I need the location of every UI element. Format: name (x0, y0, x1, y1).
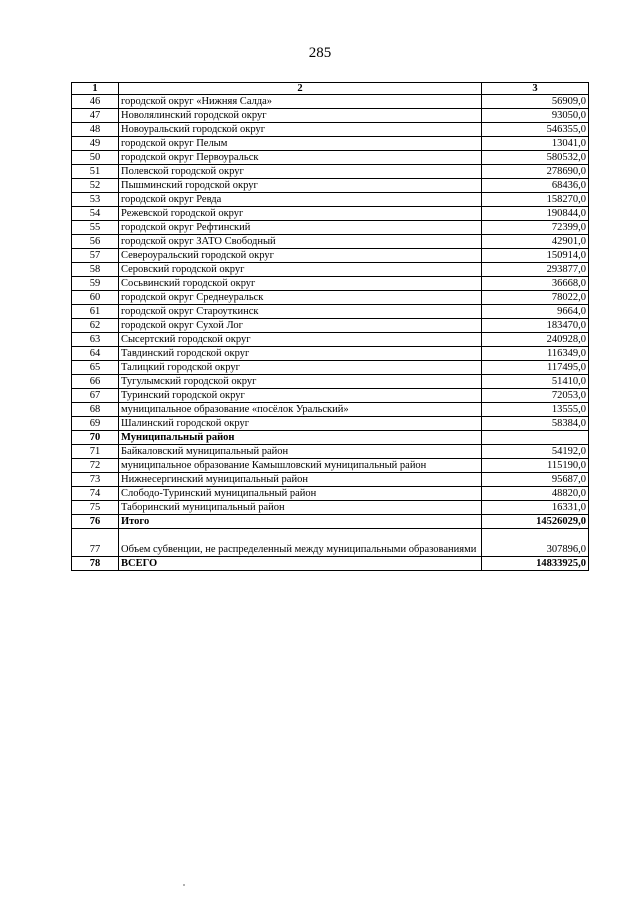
subsidy-table (71, 82, 589, 571)
table-row (72, 123, 589, 137)
table-row (72, 109, 589, 123)
row-number: 60 (72, 291, 119, 305)
row-name: муниципальное образование Камышловский муниципальный район (119, 459, 482, 473)
row-name: городской округ «Нижняя Салда» (119, 95, 482, 109)
row-value: 117495,0 (482, 361, 589, 375)
row-name: Туринский городской округ (119, 389, 482, 403)
row-name: Объем субвенции, не распределенный между муниципальными образованиями (119, 529, 482, 557)
row-name: Шалинский городской округ (119, 417, 482, 431)
row-name: Слободо-Туринский муниципальный район (119, 487, 482, 501)
row-name: городской округ ЗАТО Свободный (119, 235, 482, 249)
row-number: 63 (72, 333, 119, 347)
table-header (72, 83, 589, 95)
row-number: 54 (72, 207, 119, 221)
row-number: 65 (72, 361, 119, 375)
row-value: 54192,0 (482, 445, 589, 459)
row-number: 56 (72, 235, 119, 249)
table-row (72, 403, 589, 417)
table-row (72, 417, 589, 431)
row-number: 66 (72, 375, 119, 389)
table-row (72, 207, 589, 221)
row-value: 240928,0 (482, 333, 589, 347)
table-row (72, 431, 589, 445)
row-name: Муниципальный район (119, 431, 482, 445)
row-name: Сосьвинский городской округ (119, 277, 482, 291)
row-value: 307896,0 (482, 529, 589, 557)
row-value: 42901,0 (482, 235, 589, 249)
row-name: городской округ Сухой Лог (119, 319, 482, 333)
table-row (72, 459, 589, 473)
table-row (72, 487, 589, 501)
row-value: 116349,0 (482, 347, 589, 361)
row-name: Тавдинский городской округ (119, 347, 482, 361)
row-value: 580532,0 (482, 151, 589, 165)
row-value: 78022,0 (482, 291, 589, 305)
table-row (72, 137, 589, 151)
row-value (482, 431, 589, 445)
table-row (72, 529, 589, 557)
table-row (72, 347, 589, 361)
table-row (72, 263, 589, 277)
table-row (72, 557, 589, 571)
row-value: 278690,0 (482, 165, 589, 179)
row-value: 36668,0 (482, 277, 589, 291)
table-row (72, 445, 589, 459)
row-number: 55 (72, 221, 119, 235)
row-number: 57 (72, 249, 119, 263)
row-value: 115190,0 (482, 459, 589, 473)
page-number: 285 (308, 45, 332, 61)
row-number: 61 (72, 305, 119, 319)
row-number: 76 (72, 515, 119, 529)
table-row (72, 249, 589, 263)
row-number: 67 (72, 389, 119, 403)
row-value: 48820,0 (482, 487, 589, 501)
row-name: городской округ Среднеуральск (119, 291, 482, 305)
row-name: Полевской городской округ (119, 165, 482, 179)
row-name: Новоуральский городской округ (119, 123, 482, 137)
row-number: 53 (72, 193, 119, 207)
table-row (72, 305, 589, 319)
table-row (72, 361, 589, 375)
row-value: 72399,0 (482, 221, 589, 235)
table-row (72, 375, 589, 389)
table-row (72, 333, 589, 347)
table-row (72, 235, 589, 249)
table-row (72, 291, 589, 305)
row-number: 71 (72, 445, 119, 459)
table-row (72, 277, 589, 291)
row-value: 13041,0 (482, 137, 589, 151)
row-name: городской округ Первоуральск (119, 151, 482, 165)
row-number: 75 (72, 501, 119, 515)
header-col-1: 1 (72, 83, 119, 95)
header-col-2: 2 (119, 83, 482, 95)
row-value: 158270,0 (482, 193, 589, 207)
row-name: Талицкий городской округ (119, 361, 482, 375)
row-name: Тугулымский городской округ (119, 375, 482, 389)
row-number: 49 (72, 137, 119, 151)
row-value: 72053,0 (482, 389, 589, 403)
row-number: 47 (72, 109, 119, 123)
row-name: Таборинский муниципальный район (119, 501, 482, 515)
row-value: 51410,0 (482, 375, 589, 389)
row-value: 93050,0 (482, 109, 589, 123)
row-number: 48 (72, 123, 119, 137)
row-number: 69 (72, 417, 119, 431)
table-row (72, 515, 589, 529)
table-row (72, 193, 589, 207)
row-number: 77 (72, 529, 119, 557)
row-number: 64 (72, 347, 119, 361)
row-value: 9664,0 (482, 305, 589, 319)
row-name: городской округ Староуткинск (119, 305, 482, 319)
row-value: 190844,0 (482, 207, 589, 221)
row-number: 72 (72, 459, 119, 473)
row-number: 52 (72, 179, 119, 193)
row-name: Североуральский городской округ (119, 249, 482, 263)
row-value: 14526029,0 (482, 515, 589, 529)
row-value: 183470,0 (482, 319, 589, 333)
row-value: 16331,0 (482, 501, 589, 515)
row-name: городской округ Ревда (119, 193, 482, 207)
row-name: Новолялинский городской округ (119, 109, 482, 123)
row-value: 56909,0 (482, 95, 589, 109)
row-name: Нижнесергинский муниципальный район (119, 473, 482, 487)
row-name: Режевской городской округ (119, 207, 482, 221)
row-number: 78 (72, 557, 119, 571)
row-name: ВСЕГО (119, 557, 482, 571)
row-name: Сысертский городской округ (119, 333, 482, 347)
row-number: 51 (72, 165, 119, 179)
row-number: 58 (72, 263, 119, 277)
table-row (72, 319, 589, 333)
row-value: 150914,0 (482, 249, 589, 263)
row-value: 95687,0 (482, 473, 589, 487)
table-body (72, 95, 589, 571)
row-name: городской округ Рефтинский (119, 221, 482, 235)
table-row (72, 473, 589, 487)
table-row (72, 179, 589, 193)
row-number: 73 (72, 473, 119, 487)
row-value: 293877,0 (482, 263, 589, 277)
table-row (72, 95, 589, 109)
row-value: 58384,0 (482, 417, 589, 431)
row-number: 46 (72, 95, 119, 109)
row-number: 74 (72, 487, 119, 501)
row-number: 59 (72, 277, 119, 291)
table-row (72, 221, 589, 235)
row-name: Байкаловский муниципальный район (119, 445, 482, 459)
row-value: 13555,0 (482, 403, 589, 417)
row-name: Пышминский городской округ (119, 179, 482, 193)
table-row (72, 165, 589, 179)
row-name: Серовский городской округ (119, 263, 482, 277)
row-value: 14833925,0 (482, 557, 589, 571)
table-row (72, 389, 589, 403)
scan-speck (183, 884, 185, 886)
table-row (72, 151, 589, 165)
table-row (72, 501, 589, 515)
header-row (72, 83, 589, 95)
row-value: 546355,0 (482, 123, 589, 137)
row-name: городской округ Пелым (119, 137, 482, 151)
row-number: 50 (72, 151, 119, 165)
row-value: 68436,0 (482, 179, 589, 193)
row-name: Итого (119, 515, 482, 529)
row-number: 70 (72, 431, 119, 445)
row-number: 62 (72, 319, 119, 333)
row-number: 68 (72, 403, 119, 417)
row-name: муниципальное образование «посёлок Уральский» (119, 403, 482, 417)
header-col-3: 3 (482, 83, 589, 95)
